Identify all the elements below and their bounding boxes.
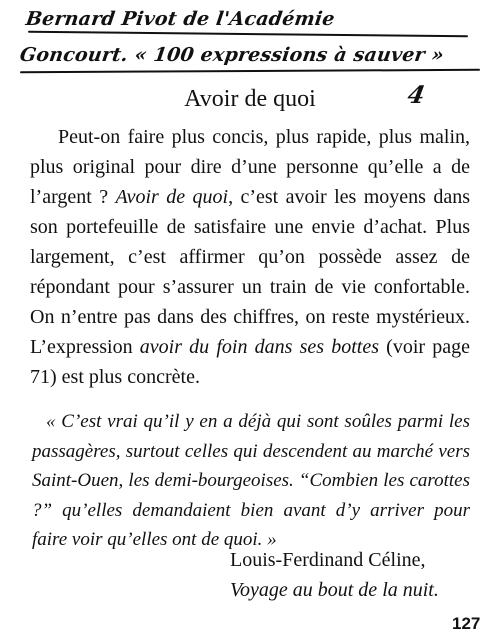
- body-text-segment: (voir page 71) est plus concrète.: [30, 336, 470, 388]
- quote-author: Louis-Ferdinand Céline,: [230, 549, 426, 571]
- literary-quote: « C’est vrai qu’il y en a déjà qui sont soûles parmi les passagères, surtout celles qui descendent au marché vers Saint-Ouen, les demi-bourgeoises. “Combien les carottes ?” qu’elles demandaient bien avant d’y arriver pour faire voir qu’elles ont de quoi. »: [32, 411, 470, 550]
- body-text-segment: Peut-on faire plus concis, plus rapide, plus malin, plus original pour dire d’une personne qu’elle a de l’argent ?: [30, 126, 470, 208]
- expression-italic: Avoir de quoi: [115, 186, 229, 208]
- related-expression-italic: avoir du foin dans ses bottes: [139, 336, 379, 358]
- page-title: Avoir de quoi: [184, 86, 316, 112]
- handwritten-note-line-2: Goncourt. « 100 expressions à sauver »: [18, 44, 446, 66]
- handwritten-underline-1: [28, 31, 468, 38]
- body-text-segment: , c’est avoir les moyens dans son portefeuille de satisfaire une envie d’achat. Plus largement, c’est affirmer qu’on possède assez de répondant pour s’assurer un train de vie confortable. On n’entre pas dans des chiffres, on reste mystérieux. L’expression: [30, 186, 470, 358]
- page-number: 127: [452, 614, 481, 633]
- handwritten-page-mark: 4: [405, 80, 428, 109]
- quote-attribution: [230, 545, 439, 605]
- body-paragraph: [30, 122, 470, 392]
- handwritten-note-line-1: Bernard Pivot de l'Académie: [24, 8, 337, 30]
- handwritten-underline-2: [20, 69, 480, 73]
- quote-work-title: Voyage au bout de la nuit.: [230, 579, 439, 601]
